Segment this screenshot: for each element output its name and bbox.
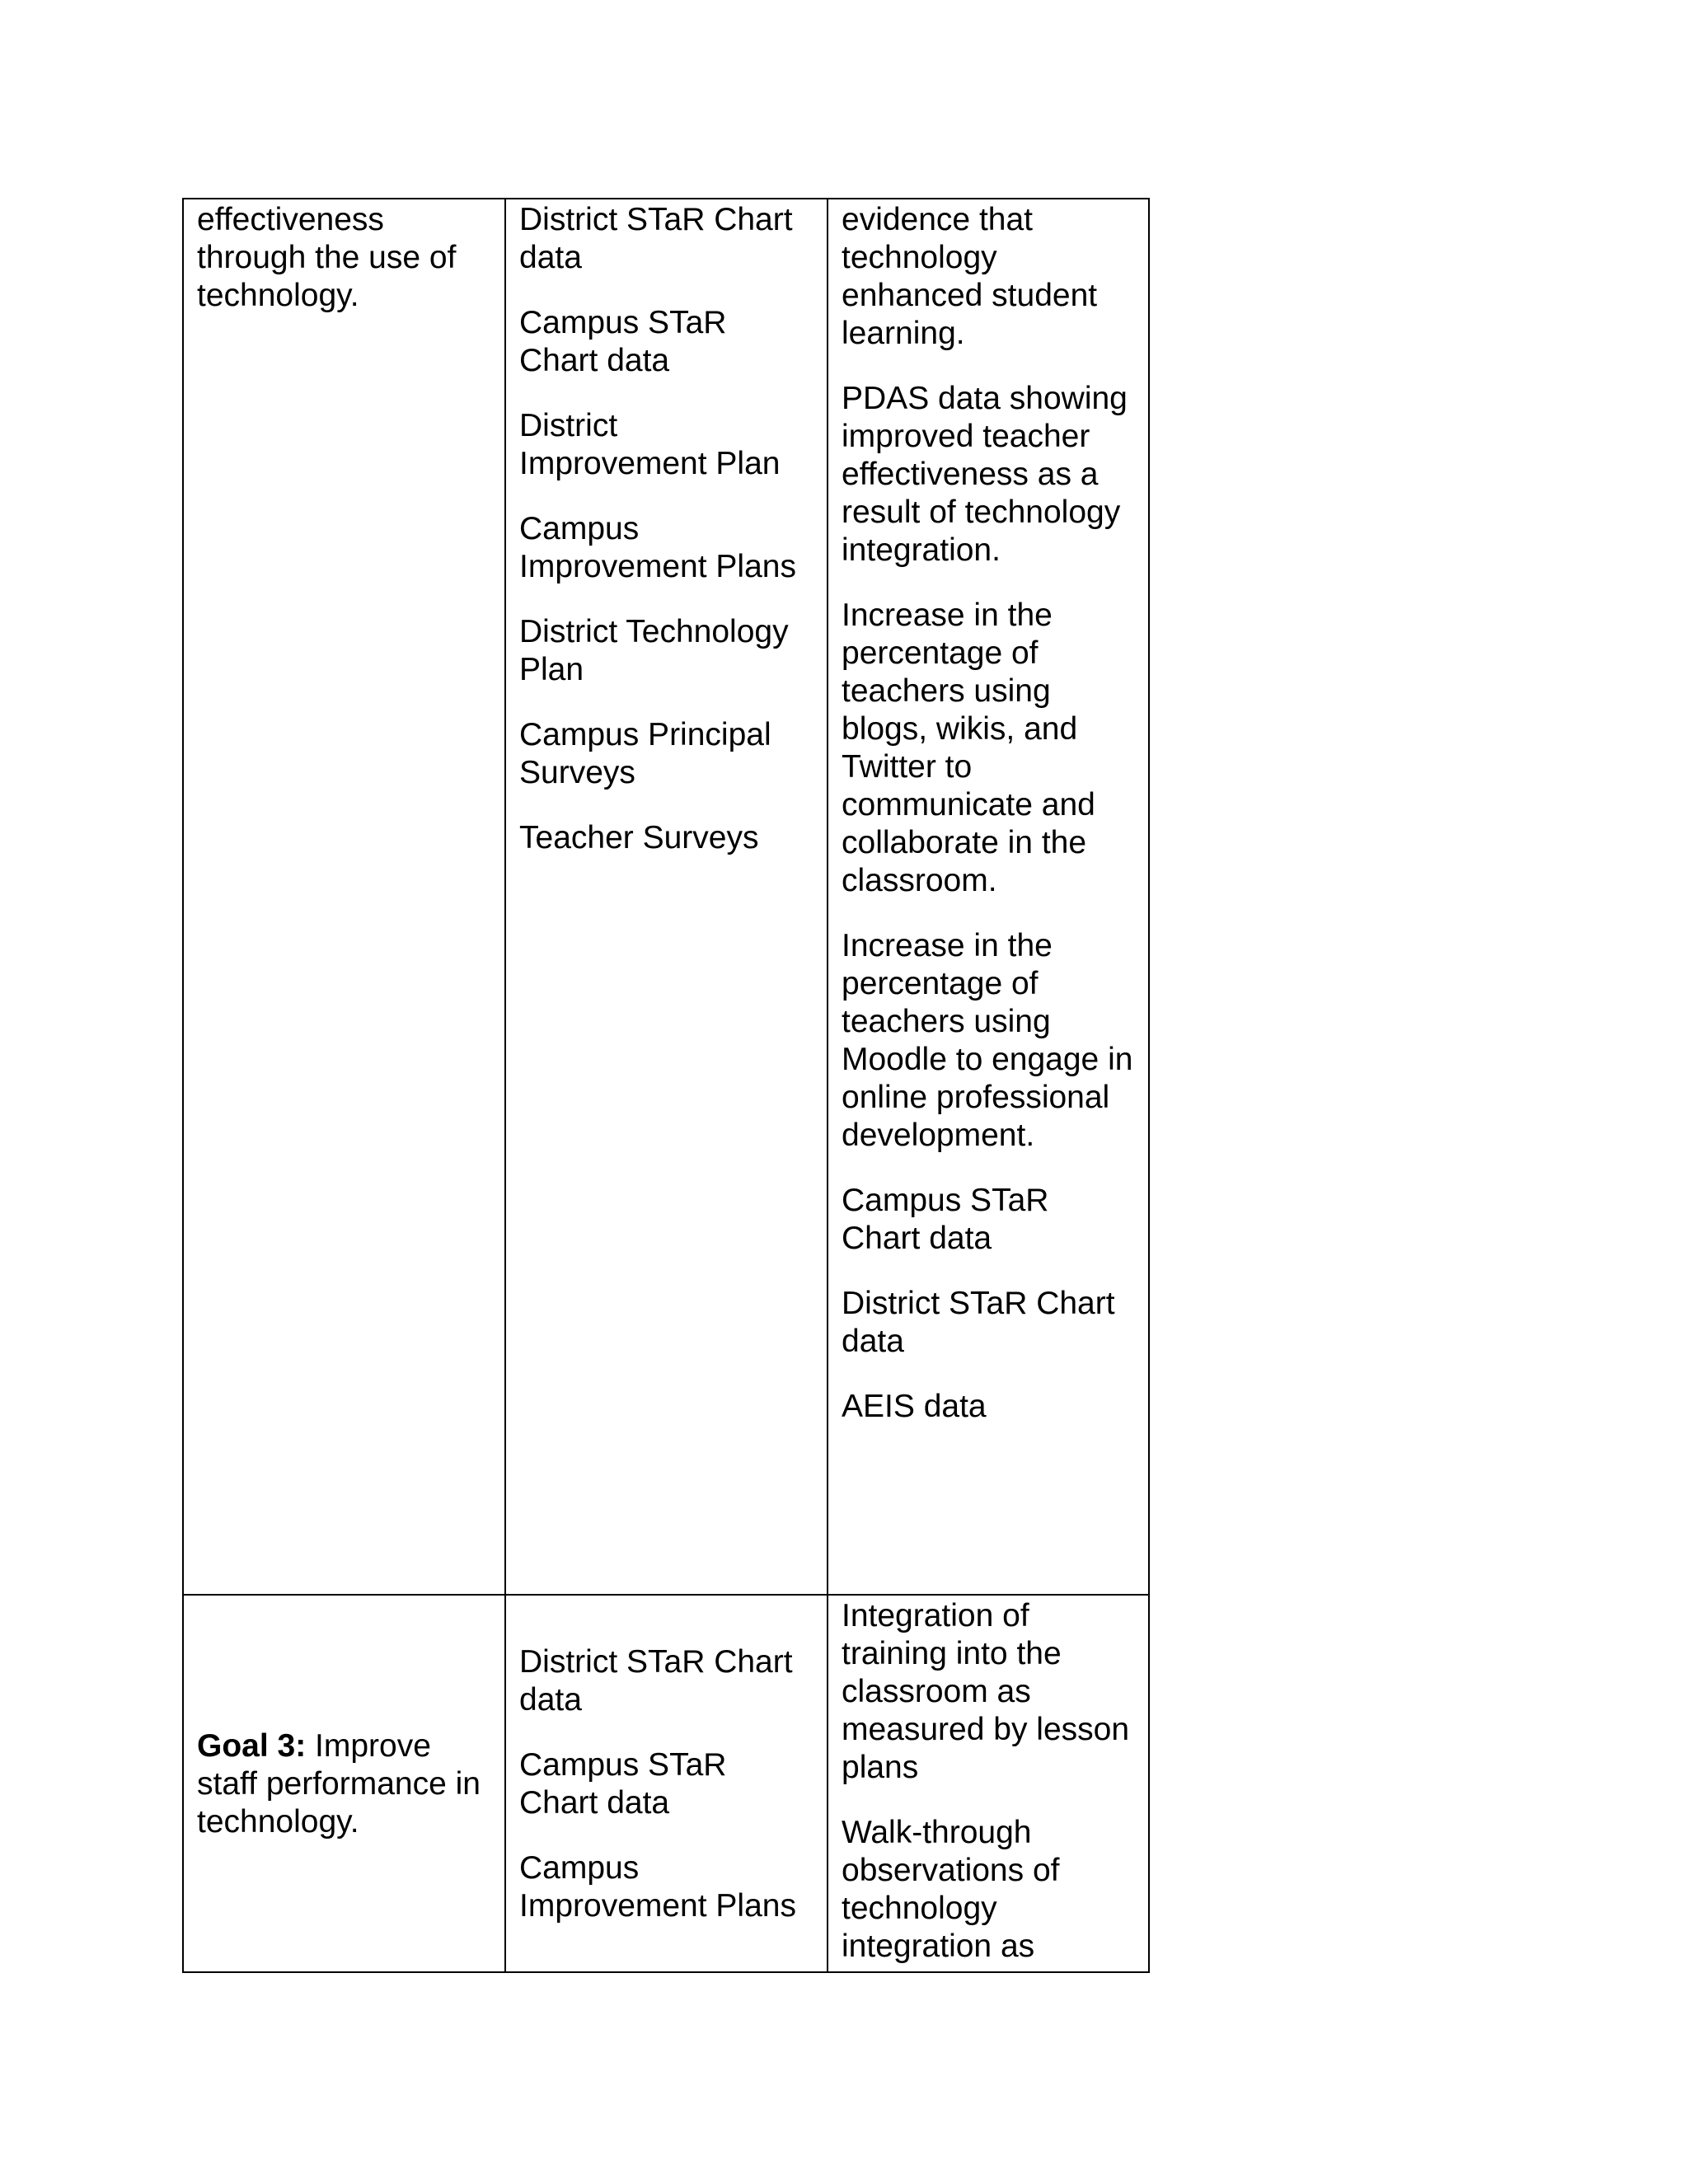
data-source-item: Teacher Surveys <box>519 820 759 855</box>
evaluation-item: Integration of training into the classroom as measured by lesson plans <box>842 1598 1130 1785</box>
evaluation-item: PDAS data showing improved teacher effectiveness as a result of technology integration. <box>842 381 1128 568</box>
data-source-item: District Technology Plan <box>519 614 789 687</box>
table-row <box>183 1595 1149 1972</box>
data-source-item: Campus Principal Surveys <box>519 717 771 790</box>
data-source-item: District Improvement Plan <box>519 408 781 481</box>
evaluation-item: AEIS data <box>842 1389 987 1424</box>
evaluation-cell <box>828 1595 1149 1972</box>
goal-text: effectiveness through the use of technology. <box>197 202 457 313</box>
evaluation-item: Increase in the percentage of teachers using Moodle to engage in online professional development. <box>842 928 1133 1153</box>
data-source-item: District STaR Chart data <box>519 202 793 275</box>
evaluation-item: Walk-through observations of technology integration as <box>842 1815 1060 1964</box>
data-source-item: District STaR Chart data <box>519 1644 793 1718</box>
goal-cell <box>183 1595 505 1972</box>
goals-table <box>182 198 1150 1973</box>
goal-cell <box>183 199 505 1595</box>
data-source-item: Campus STaR Chart data <box>519 1747 727 1821</box>
evaluation-item: District STaR Chart data <box>842 1286 1115 1359</box>
evaluation-item: Increase in the percentage of teachers using blogs, wikis, and Twitter to communicate and collaborate in the classroom. <box>842 598 1095 898</box>
goal-label: Goal 3: <box>197 1728 307 1764</box>
data-source-item: Campus Improvement Plans <box>519 1850 796 1924</box>
goal-text <box>197 1727 491 1841</box>
data-source-item: Campus STaR Chart data <box>519 305 727 378</box>
data-sources-cell <box>505 1595 828 1972</box>
evaluation-item: Campus STaR Chart data <box>842 1183 1049 1256</box>
evaluation-item: evidence that technology enhanced student learning. <box>842 202 1098 351</box>
table-row <box>183 199 1149 1595</box>
evaluation-cell <box>828 199 1149 1595</box>
goal-description: Improve staff performance in technology. <box>197 1728 481 1840</box>
data-source-item: Campus Improvement Plans <box>519 511 796 584</box>
data-sources-cell <box>505 199 828 1595</box>
